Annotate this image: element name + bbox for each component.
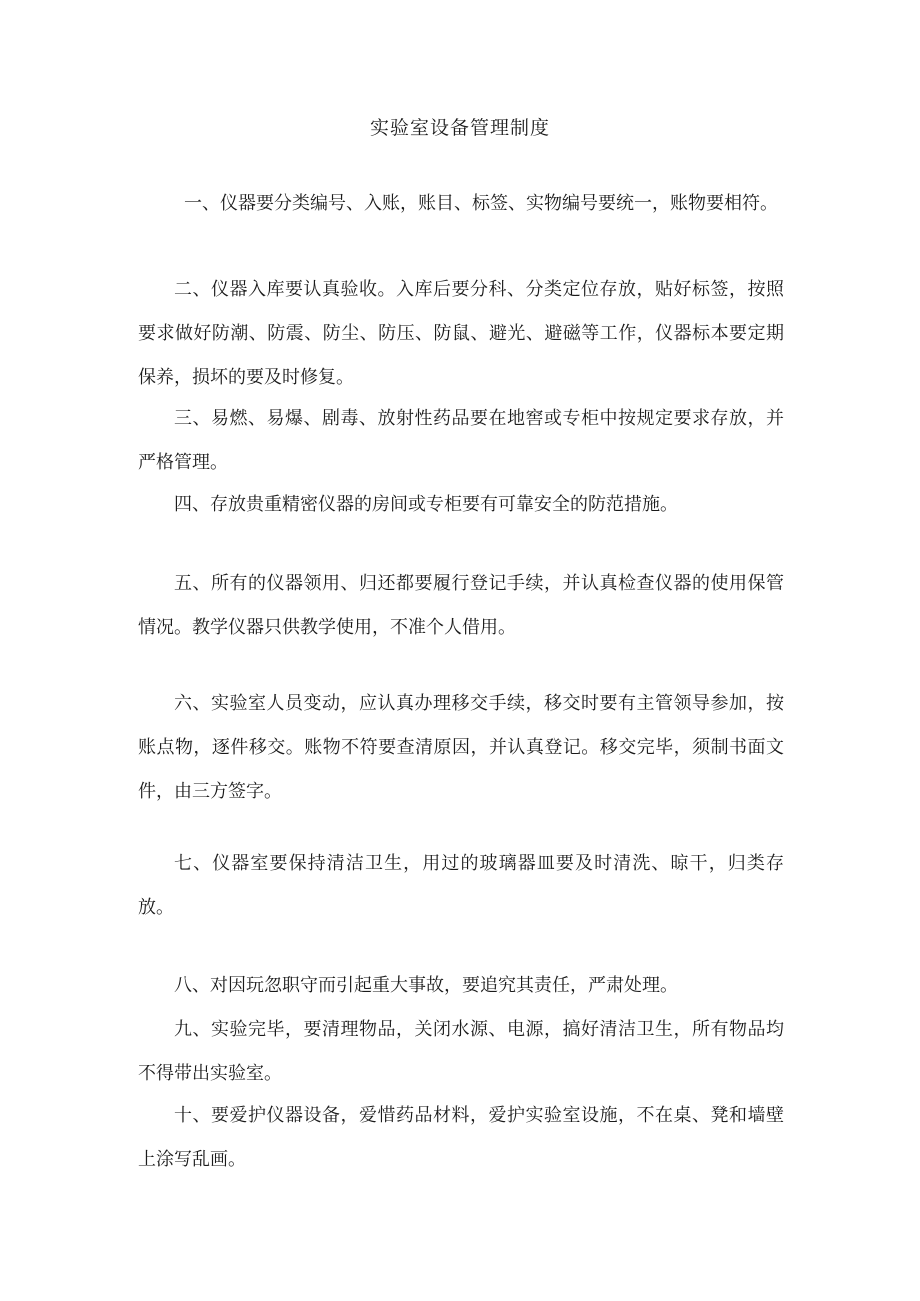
rule-paragraph-10: 十、要爱护仪器设备，爱惜药品材料，爱护实验室设施，不在桌、凳和墙壁上涂写乱画。: [138, 1105, 784, 1170]
document-title: 实验室设备管理制度: [369, 117, 550, 139]
rule-paragraph-8: 八、对因玩忽职守而引起重大事故，要追究其责任，严肃处理。: [174, 975, 678, 996]
rule-paragraph-7: 七、仪器室要保持清洁卫生，用过的玻璃器皿要及时清洗、晾干，归类存放。: [138, 853, 784, 918]
rule-paragraph-6: 六、实验室人员变动，应认真办理移交手续，移交时要有主管领导参加，按账点物，逐件移交。账物不符要查清原因，并认真登记。移交完毕，须制书面文件，由三方签字。: [138, 693, 784, 802]
rule-paragraph-2: 二、仪器入库要认真验收。入库后要分科、分类定位存放，贴好标签，按照要求做好防潮、防震、防尘、防压、防鼠、避光、避磁等工作，仪器标本要定期保养，损坏的要及时修复。: [138, 279, 784, 388]
rule-paragraph-5: 五、所有的仪器领用、归还都要履行登记手续，并认真检查仪器的使用保管情况。教学仪器只供教学使用，不准个人借用。: [138, 573, 784, 638]
rule-paragraph-9: 九、实验完毕，要清理物品，关闭水源、电源，搞好清洁卫生，所有物品均不得带出实验室。: [138, 1019, 784, 1084]
rule-paragraph-3: 三、易燃、易爆、剧毒、放射性药品要在地窖或专柜中按规定要求存放，并严格管理。: [138, 408, 784, 473]
rule-paragraph-4: 四、存放贵重精密仪器的房间或专柜要有可靠安全的防范措施。: [174, 494, 678, 515]
rule-paragraph-1: 一、仪器要分类编号、入账，账目、标签、实物编号要统一，账物要相符。: [184, 193, 778, 214]
